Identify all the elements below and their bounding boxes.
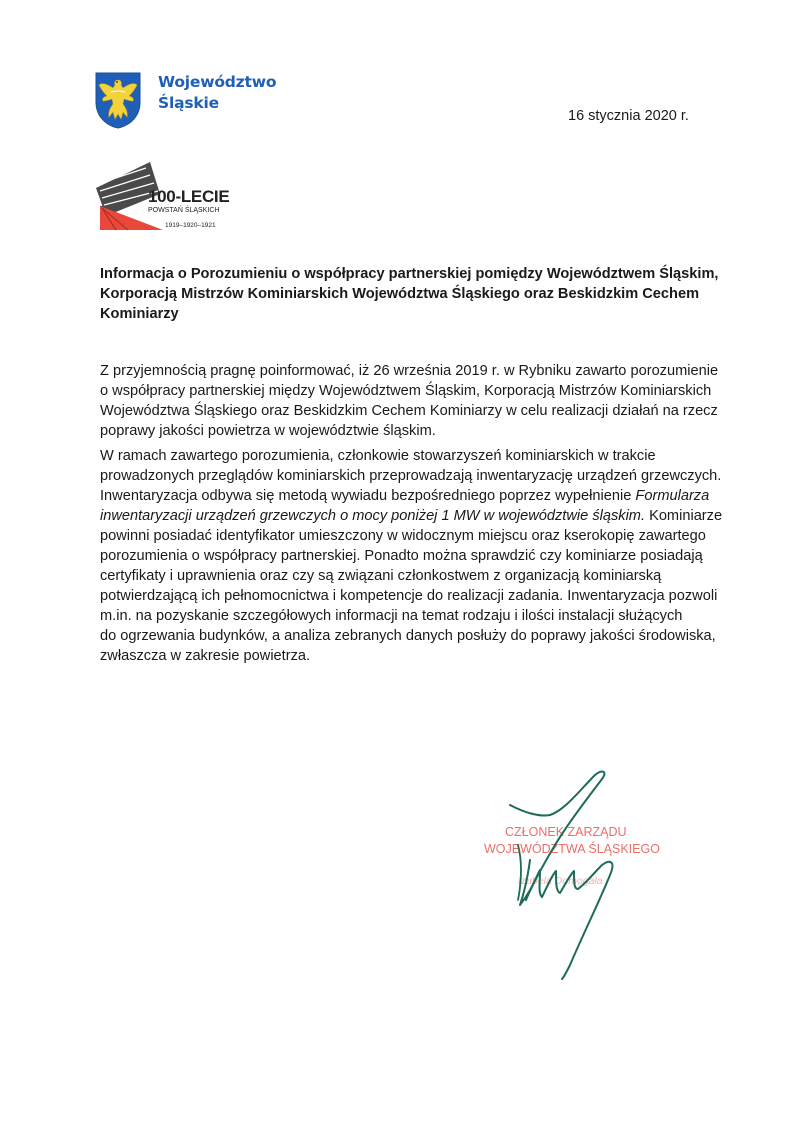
paragraph-line: Z przyjemnością pragnę poinformować, iż 26 września 2019 r. w Rybniku zawarto porozumienie (100, 363, 719, 379)
paragraph-line (100, 506, 723, 526)
paragraph-line: potwierdzającą ich pełnomocnictwa i kompetencje do realizacji zadania. Inwentaryzacja pozwoli (100, 588, 718, 604)
stamp-title: CZŁONEK ZARZĄDU (505, 825, 627, 839)
paragraph-line: zwłaszcza w zakresie powietrza. (100, 648, 311, 664)
handwritten-signature-icon (470, 765, 670, 980)
paragraph-line: prowadzonych przeglądów kominiarskich przeprowadzają inwentaryzację urządzeń grzewczych. (100, 468, 722, 484)
stamp-office: WOJEWÓDZTWA ŚLĄSKIEGO (484, 842, 660, 856)
paragraph-1 (100, 361, 720, 441)
paragraph-2 (100, 446, 723, 666)
paragraph-line: porozumienia o współpracy partnerskiej. Ponadto można sprawdzić czy kominiarze posiadają (100, 548, 703, 564)
org-name-line1: Województwo (158, 73, 277, 91)
centenary-title: 100-LECIE (148, 187, 230, 206)
paragraph-line: do ogrzewania budynków, a analiza zebranych danych posłuży do poprawy jakości środowiska, (100, 628, 716, 644)
paragraph-line: o współpracy partnerskiej między Województwem Śląskim, Korporacją Mistrzów Kominiarskich (100, 383, 712, 399)
centenary-years: 1919–1920–1921 (165, 222, 216, 229)
paragraph-line: W ramach zawartego porozumienia, członkowie stowarzyszeń kominiarskich w trakcie (100, 448, 656, 464)
paragraph-line: m.in. na pozyskanie szczegółowych informacji na temat rodzaju i ilości instalacji służących (100, 608, 683, 624)
centenary-subtitle: POWSTAŃ ŚLĄSKICH (148, 207, 220, 214)
form-title-italic: Formularza (635, 488, 710, 504)
paragraph-text: Kominiarze (645, 508, 723, 524)
paragraph-line: powinni posiadać identyfikator umieszczony w widocznym miejscu oraz kserokopię zawartego (100, 528, 706, 544)
paragraph-text: Inwentaryzacja odbywa się metodą wywiadu bezpośredniego poprzez wypełnienie (100, 488, 636, 504)
form-title-italic: inwentaryzacji urządzeń grzewczych o mocy poniżej 1 MW w województwie śląskim. (100, 508, 646, 524)
paragraph-line: poprawy jakości powietrza w województwie śląskim. (100, 423, 436, 439)
heading-line: Kominiarzy (100, 306, 179, 322)
heading-line: Korporacją Mistrzów Kominiarskich Województwa Śląskiego oraz Beskidzkim Cechem (100, 286, 700, 302)
paragraph-line: Województwa Śląskiego oraz Beskidzkim Cechem Kominiarzy w celu realizacji działań na rzecz (100, 403, 718, 419)
paragraph-line: certyfikaty i uprawnienia oraz czy są związani członkostwem z organizacją kominiarską (100, 568, 662, 584)
paragraph-line (100, 486, 720, 506)
org-name-line2: Śląskie (158, 94, 219, 112)
heading-line: Informacja o Porozumieniu o współpracy partnerskiej pomiędzy Województwem Śląskim, (100, 266, 719, 282)
org-name (158, 72, 276, 114)
document-date: 16 stycznia 2020 r. (568, 108, 689, 124)
coat-of-arms-icon (93, 70, 143, 130)
stamp-name: Izabela Domogała (518, 875, 603, 887)
document-heading (100, 264, 720, 324)
